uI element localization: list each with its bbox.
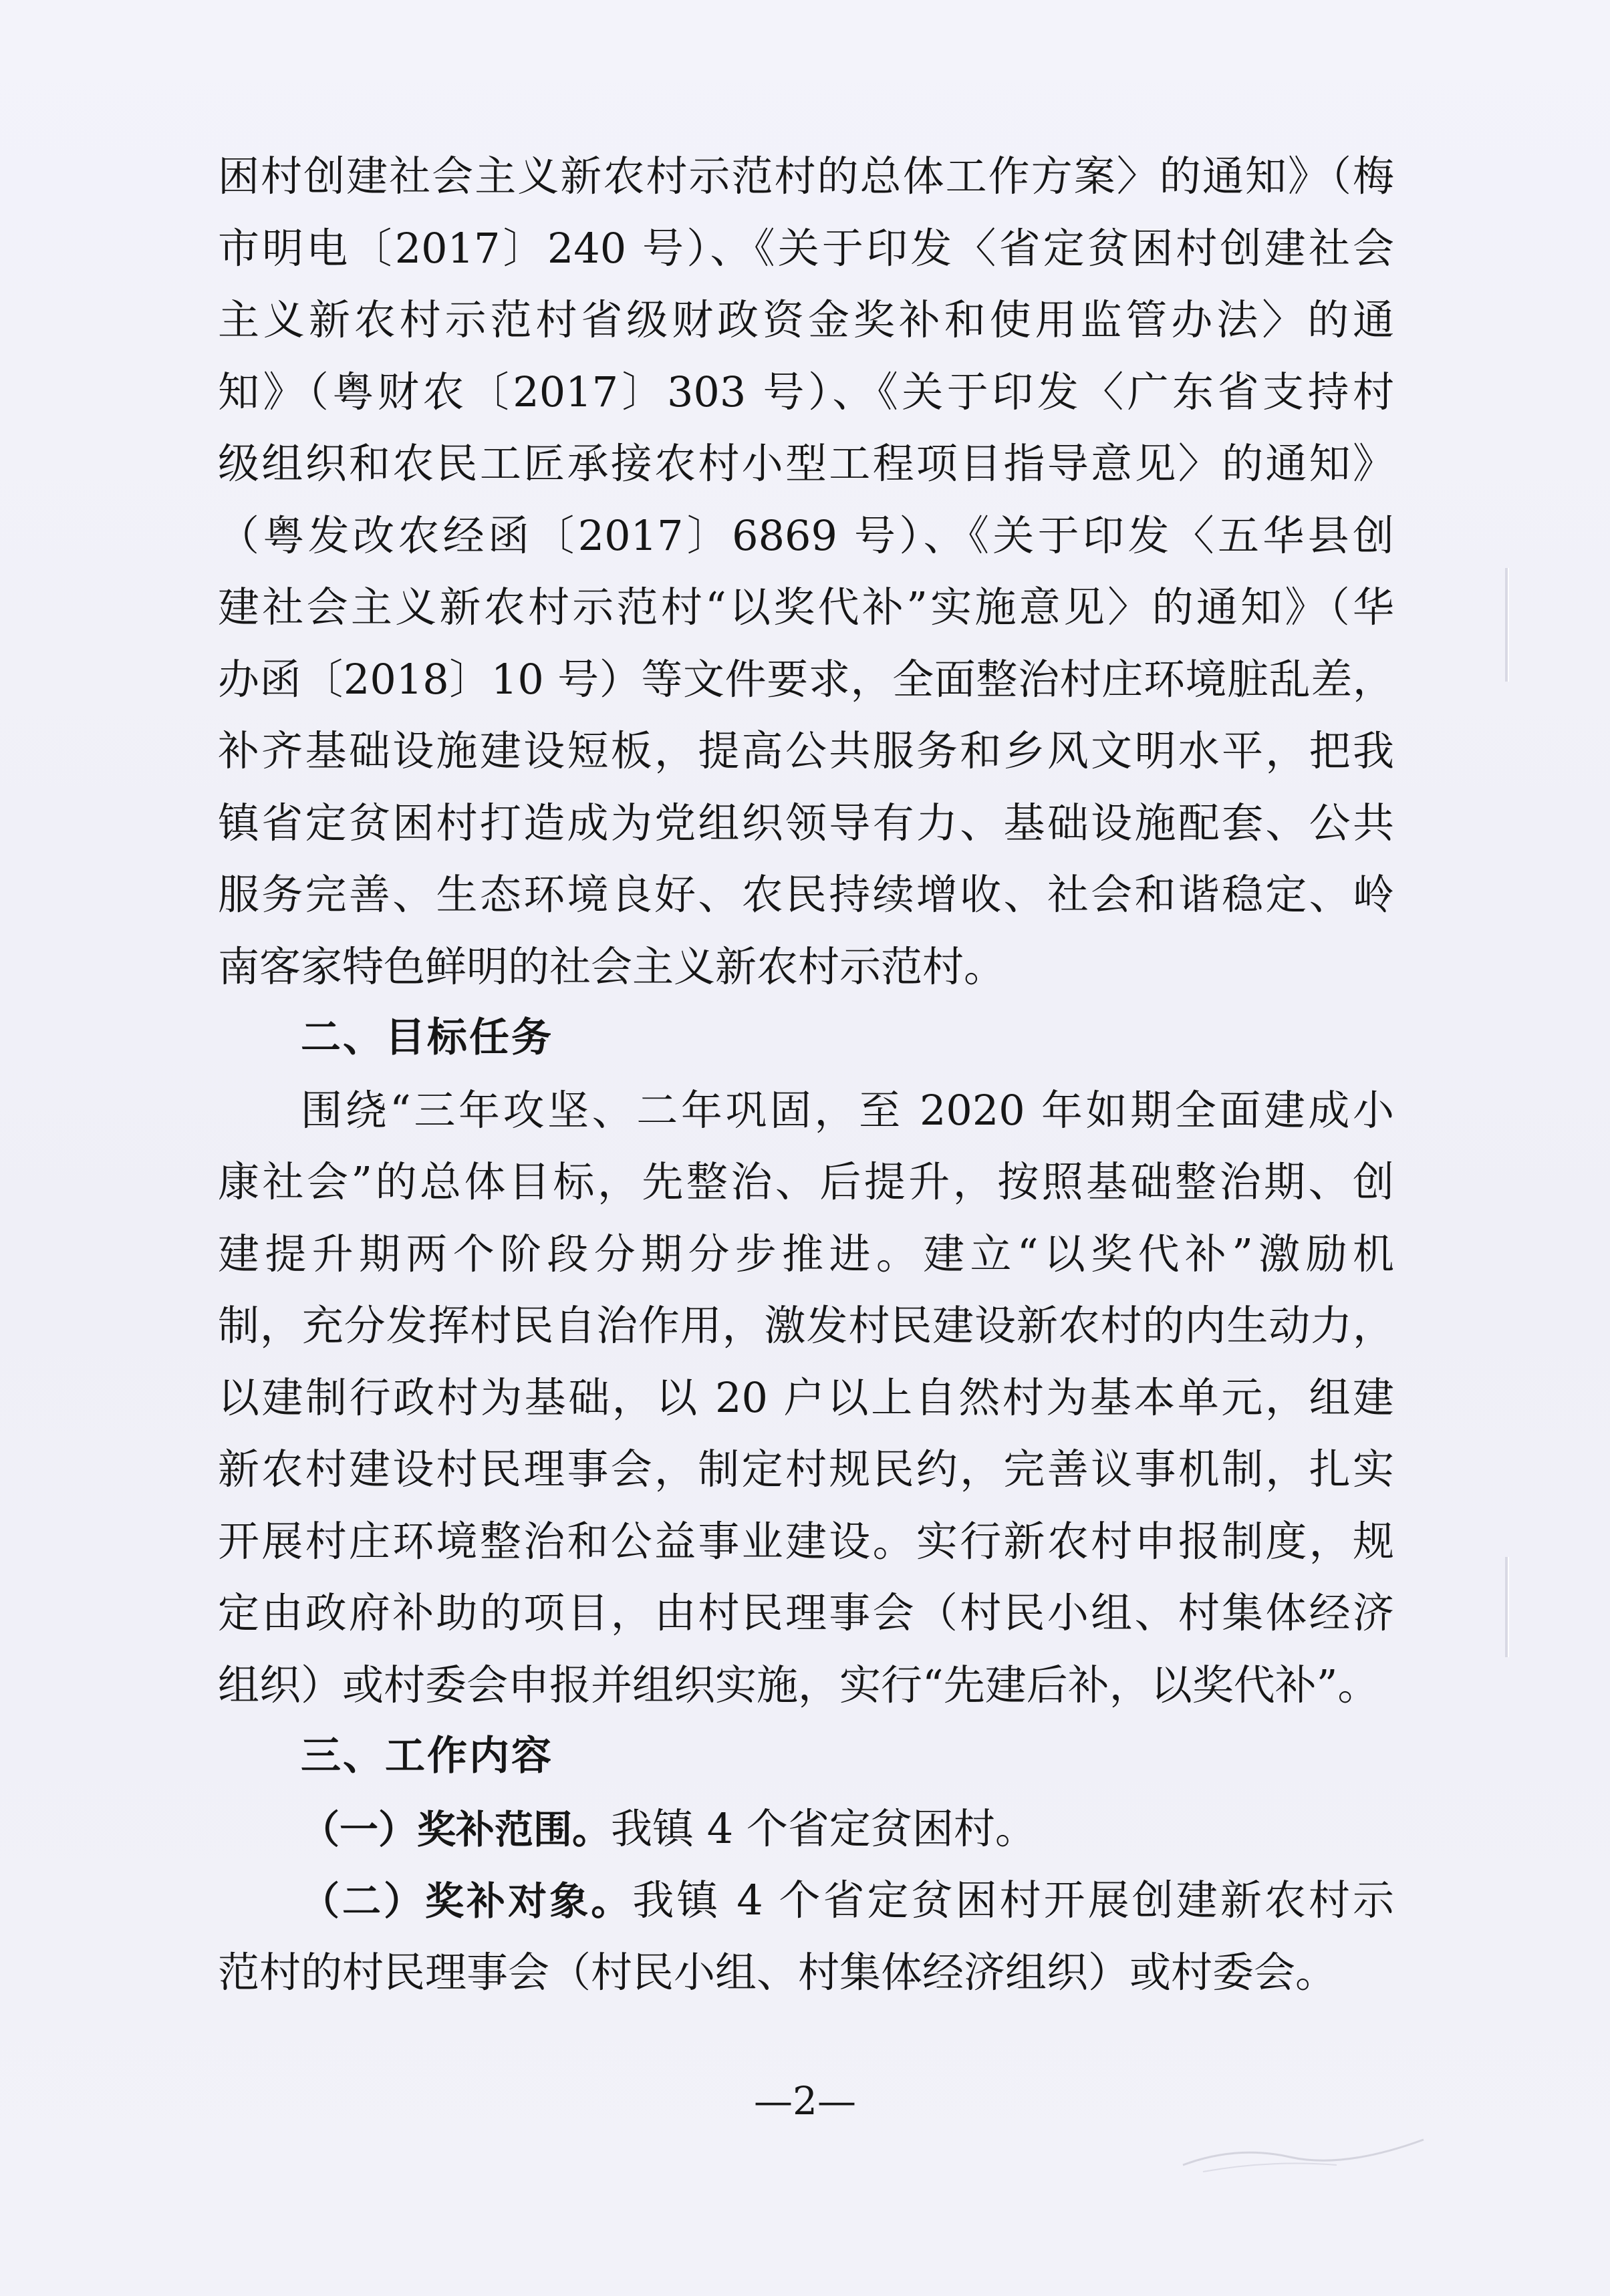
text-line: 级组织和农民工匠承接农村小型工程项目指导意见〉的通知》 — [218, 439, 1394, 488]
text-line: 困村创建社会主义新农村示范村的总体工作方案〉的通知》（梅 — [218, 152, 1394, 200]
text-line: 开展村庄环境整治和公益事业建设。实行新农村申报制度，规 — [218, 1516, 1394, 1566]
text-line: 围绕“三年攻坚、二年巩固，至 2020 年如期全面建成小 — [301, 1085, 1394, 1135]
subsection-text: 我镇 4 个省定贫困村开展创建新农村示 — [632, 1876, 1394, 1924]
text-line: 补齐基础设施建设短板，提高公共服务和乡风文明水平，把我 — [218, 726, 1394, 775]
text-line: 组织）或村委会申报并组织实施，实行“先建后补，以奖代补”。 — [218, 1660, 1379, 1709]
paragraph-background-policy — [218, 140, 1394, 1002]
binding-staple-mark-lower — [1505, 1557, 1509, 1657]
text-line: 制，充分发挥村民自治作用，激发村民建设新农村的内生动力， — [218, 1301, 1394, 1350]
section-work-content — [218, 1721, 1394, 2008]
subsection-reward-scope — [218, 1793, 1394, 1865]
section-heading-goals: 二、目标任务 — [301, 1014, 553, 1061]
section-goals — [218, 1002, 1394, 1721]
subsection-text: 我镇 4 个省定贫困村。 — [611, 1804, 1037, 1853]
scan-smudge-mark — [1176, 2125, 1430, 2178]
section-heading-work-content: 三、工作内容 — [301, 1733, 553, 1779]
text-line: （粤发改农经函〔2017〕6869 号）、《关于印发〈五华县创 — [218, 511, 1394, 560]
text-line: 建社会主义新农村示范村“以奖代补”实施意见〉的通知》（华 — [218, 583, 1394, 631]
text-line: 康社会”的总体目标，先整治、后提升，按照基础整治期、创 — [218, 1157, 1394, 1206]
subsection-reward-target — [218, 1864, 1394, 1936]
text-line: 以建制行政村为基础，以 20 户以上自然村为基本单元，组建 — [218, 1373, 1394, 1422]
text-line: 知》（粤财农〔2017〕303 号）、《关于印发〈广东省支持村 — [218, 367, 1394, 416]
text-line: 范村的村民理事会（村民小组、村集体经济组织）或村委会。 — [218, 1947, 1337, 1997]
page-number: —2— — [754, 2078, 856, 2124]
text-line: 市明电〔2017〕240 号）、《关于印发〈省定贫困村创建社会 — [218, 223, 1394, 273]
text-line: 南客家特色鲜明的社会主义新农村示范村。 — [218, 942, 1006, 991]
binding-staple-mark-upper — [1505, 568, 1509, 682]
text-line: 建提升期两个阶段分期分步推进。建立“以奖代补”激励机 — [218, 1229, 1394, 1278]
subsection-label: （一）奖补范围。 — [301, 1806, 612, 1852]
text-line: 定由政府补助的项目，由村民理事会（村民小组、村集体经济 — [218, 1588, 1394, 1637]
text-line: 新农村建设村民理事会，制定村规民约，完善议事机制，扎实 — [218, 1445, 1394, 1493]
text-line: 办函〔2018〕10 号）等文件要求，全面整治村庄环境脏乱差， — [218, 654, 1394, 704]
document-body — [218, 140, 1394, 2008]
text-line: 镇省定贫困村打造成为党组织领导有力、基础设施配套、公共 — [218, 798, 1394, 847]
text-line: 服务完善、生态环境良好、农民持续增收、社会和谐稳定、岭 — [218, 870, 1394, 919]
text-line: 主义新农村示范村省级财政资金奖补和使用监管办法〉的通 — [218, 295, 1394, 344]
subsection-label: （二）奖补对象。 — [301, 1878, 633, 1924]
